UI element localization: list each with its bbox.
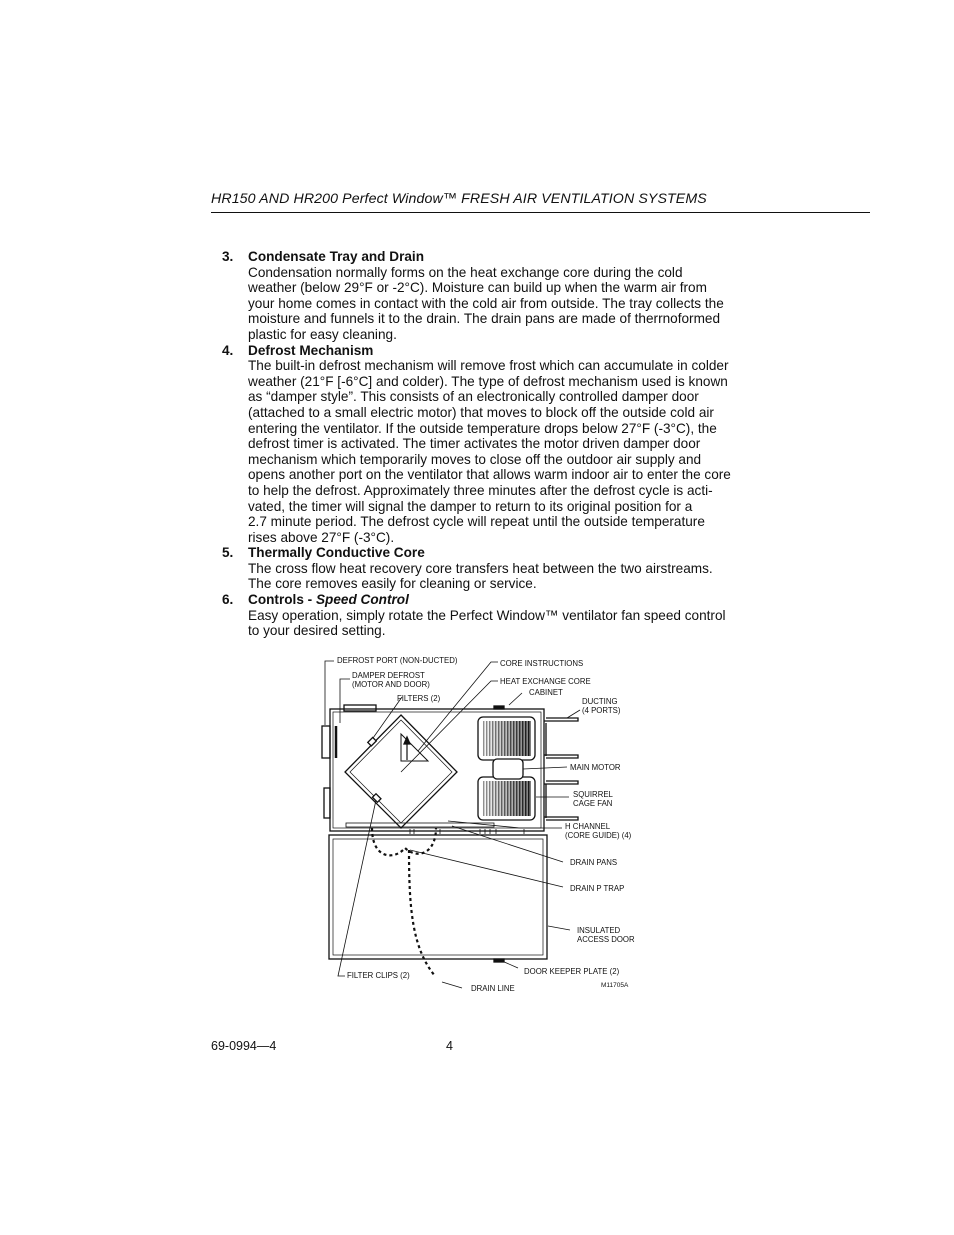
section-item bbox=[222, 592, 762, 639]
section-body-line: The cross flow heat recovery core transfers heat between the two airstreams. bbox=[248, 560, 713, 576]
label-core-instructions: CORE INSTRUCTIONS bbox=[500, 659, 584, 668]
label-defrost-port: DEFROST PORT (NON-DUCTED) bbox=[337, 656, 458, 665]
section-body-line: (attached to a small electric motor) that moves to block off the outside cold air bbox=[248, 404, 714, 420]
section-body-line: as “damper style”. This consists of an electronically controlled damper door bbox=[248, 389, 699, 405]
section-body-line: Condensation normally forms on the heat exchange core during the cold bbox=[248, 264, 683, 280]
figure-code: M11705A bbox=[601, 982, 629, 989]
label-drain-p-trap: DRAIN P TRAP bbox=[570, 884, 625, 893]
section-body-line: 2.7 minute period. The defrost cycle will repeat until the outside temperature bbox=[248, 514, 705, 530]
ducting bbox=[544, 718, 578, 721]
section-title-text: Defrost Mechanism bbox=[248, 342, 374, 358]
section-body-line: to help the defrost. Approximately three minutes after the defrost cycle is acti- bbox=[248, 482, 713, 498]
drain-pans bbox=[372, 828, 436, 855]
section-title bbox=[248, 545, 762, 561]
label-insulated: INSULATED bbox=[577, 926, 621, 935]
section-item bbox=[222, 249, 762, 343]
section-title bbox=[248, 249, 762, 265]
page-number: 4 bbox=[446, 1039, 453, 1053]
section-title bbox=[248, 343, 762, 359]
label-damper-defrost: DAMPER DEFROST bbox=[352, 671, 425, 680]
label-drain-line: DRAIN LINE bbox=[471, 984, 515, 993]
section-item bbox=[222, 545, 762, 592]
ventilator-diagram bbox=[300, 648, 660, 1000]
drain-line bbox=[409, 850, 435, 976]
header-rule bbox=[211, 212, 870, 213]
section-body-line: weather (21°F [-6°C] and colder). The type of defrost mechanism used is known bbox=[248, 373, 728, 389]
section-body-line: entering the ventilator. If the outside temperature drops below 27°F (-3°C), the bbox=[248, 420, 717, 436]
section-title-text: Thermally Conductive Core bbox=[248, 545, 425, 561]
section-body-line: plastic for easy cleaning. bbox=[248, 326, 397, 342]
section-body-line: your home comes in contact with the cold air from outside. The tray collects the bbox=[248, 295, 724, 311]
section-body-line: opens another port on the ventilator that allows warm indoor air to enter the core bbox=[248, 467, 731, 483]
defrost-port bbox=[322, 726, 330, 758]
section-number: 3. bbox=[222, 249, 234, 264]
label-h-channel: H CHANNEL bbox=[565, 822, 611, 831]
section-body-line: The core removes easily for cleaning or service. bbox=[248, 576, 537, 592]
section-body-line: moisture and funnels it to the drain. The drain pans are made of therrnoformed bbox=[248, 311, 721, 327]
section-title-text: Condensate Tray and Drain bbox=[248, 249, 425, 264]
label-filter-clips: FILTER CLIPS (2) bbox=[347, 971, 410, 980]
section-body-line: The built-in defrost mechanism will remove frost which can accumulate in colder bbox=[248, 358, 729, 374]
section-item bbox=[222, 343, 762, 546]
section-title bbox=[248, 592, 762, 608]
section-number: 4. bbox=[222, 342, 234, 358]
main-motor bbox=[493, 759, 523, 779]
section-body-line: rises above 27°F (-3°C). bbox=[248, 529, 395, 545]
label-access-door: ACCESS DOOR bbox=[577, 935, 635, 944]
label-h-channel-sub: (CORE GUIDE) (4) bbox=[565, 831, 632, 840]
label-heat-exchange-core: HEAT EXCHANGE CORE bbox=[500, 677, 591, 686]
label-door-keeper: DOOR KEEPER PLATE (2) bbox=[524, 967, 620, 976]
section-body-line: Easy operation, simply rotate the Perfect Window™ ventilator fan speed control bbox=[248, 607, 726, 623]
section-body-line: mechanism which temporarily moves to close off the outdoor air supply and bbox=[248, 451, 702, 467]
document-number: 69-0994—4 bbox=[211, 1039, 277, 1053]
section-list bbox=[222, 249, 762, 639]
insulated-access-door bbox=[329, 835, 547, 959]
label-drain-pans: DRAIN PANS bbox=[570, 858, 618, 867]
section-body-line: vated, the timer will signal the damper to return to its original position for a bbox=[248, 498, 693, 514]
section-body-line: defrost timer is activated. The timer activates the motor driven damper door bbox=[248, 436, 701, 452]
running-header: HR150 AND HR200 Perfect Window™ FRESH AIR VENTILATION SYSTEMS bbox=[211, 191, 707, 207]
label-damper-defrost-sub: (MOTOR AND DOOR) bbox=[352, 680, 430, 689]
label-filters: FILTERS (2) bbox=[397, 694, 441, 703]
label-ducting: DUCTING bbox=[582, 697, 618, 706]
section-body-line: weather (below 29°F or -2°C). Moisture can build up when the warm air from bbox=[248, 280, 707, 296]
label-main-motor: MAIN MOTOR bbox=[570, 763, 621, 772]
label-ducting-sub: (4 PORTS) bbox=[582, 706, 621, 715]
section-body-line: to your desired setting. bbox=[248, 623, 386, 639]
section-title-text: Controls - bbox=[248, 592, 316, 608]
section-number: 6. bbox=[222, 592, 234, 608]
section-title-italic: Speed Control bbox=[315, 592, 409, 608]
label-squirrel-cage: SQUIRREL bbox=[573, 790, 613, 799]
label-squirrel-cage-sub: CAGE FAN bbox=[573, 799, 613, 808]
label-cabinet: CABINET bbox=[529, 688, 563, 697]
section-number: 5. bbox=[222, 545, 234, 561]
